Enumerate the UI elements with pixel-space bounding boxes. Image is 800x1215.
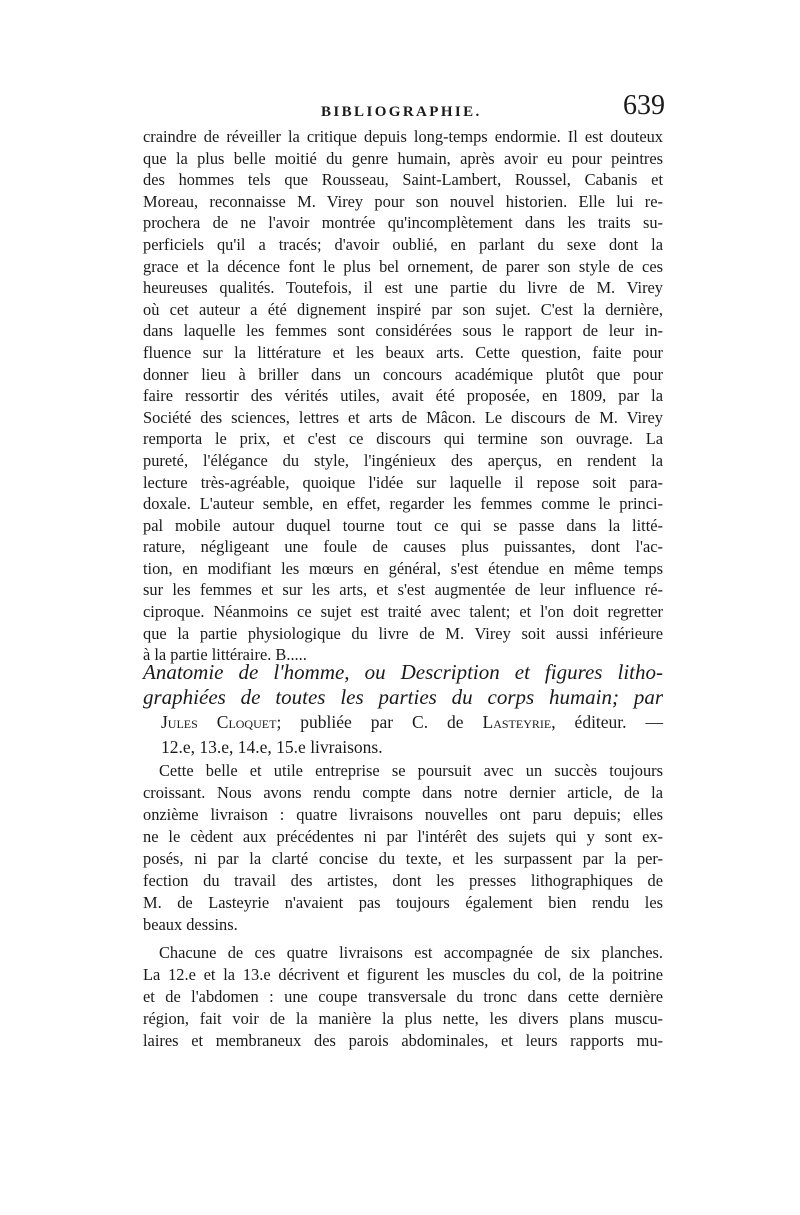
text-line: laires et membraneux des parois abdominales, et leurs rapports mu- bbox=[143, 1031, 663, 1050]
text-line: heureuses qualités. Toutefois, il est une partie du livre de M. Virey bbox=[143, 278, 663, 298]
text-line: perficiels qu'il a tracés; d'avoir oublié, en parlant du sexe dont la bbox=[143, 234, 663, 254]
text-line: croissant. Nous avons rendu compte dans notre dernier article, de la bbox=[143, 783, 663, 802]
text-line: posés, ni par la clarté concise du texte, et les surpassent par la per- bbox=[143, 849, 663, 868]
text-line: onzième livraison : quatre livraisons nouvelles ont paru depuis; elles bbox=[143, 805, 663, 824]
publisher-role: , éditeur. — bbox=[551, 712, 664, 732]
entry-issues-line: 12.e, 13.e, 14.e, 15.e livraisons. bbox=[161, 737, 383, 757]
text-line: Cette belle et utile entreprise se poursuit avec un succès toujours bbox=[159, 761, 663, 780]
text-line: région, fait voir de la manière la plus nette, les divers plans muscu- bbox=[143, 1009, 663, 1028]
text-line: faire ressortir des vérités utiles, avait été proposée, en 1809, par la bbox=[143, 386, 663, 406]
text-line: que la partie physiologique du livre de M. Virey soit aussi inférieure bbox=[143, 623, 663, 643]
text-line: dans laquelle les femmes sont considérées sous le rapport de leur in- bbox=[143, 321, 663, 341]
text-line: Société des sciences, lettres et arts de Mâcon. Le discours de M. Virey bbox=[143, 407, 663, 427]
text-line: La 12.e et la 13.e décrivent et figurent les muscles du col, de la poitrine bbox=[143, 965, 663, 984]
bibliographic-entry bbox=[143, 660, 663, 760]
text-line: grace et la décence font le plus bel ornement, de parer son style de ces bbox=[143, 256, 663, 276]
text-line: sur les femmes et sur les arts, et s'est augmentée de leur influence ré- bbox=[143, 580, 663, 600]
publisher-prefix: de bbox=[447, 712, 464, 732]
running-title: BIBLIOGRAPHIE. bbox=[321, 104, 482, 120]
entry-title-line: graphiées de toutes les parties du corps humain; par bbox=[143, 685, 663, 709]
author-connector: ; publiée par C. bbox=[276, 712, 448, 732]
text-line: rature, négligeant une foule de causes plus puissantes, dont l'ac- bbox=[143, 537, 663, 557]
text-line: ciproque. Néanmoins ce sujet est traité avec talent; et l'on doit regretter bbox=[143, 602, 663, 622]
review-continuation bbox=[143, 126, 663, 666]
text-line: craindre de réveiller la critique depuis long-temps endormie. Il est douteux bbox=[143, 127, 663, 146]
publisher-name: Lasteyrie bbox=[482, 712, 552, 732]
text-line: beaux dessins. bbox=[143, 915, 238, 934]
text-line: M. de Lasteyrie n'avaient pas toujours également bien rendu les bbox=[143, 893, 663, 912]
text-line: donner lieu à briller dans un concours académique plutôt que pour bbox=[143, 364, 663, 384]
entry-author-line bbox=[143, 710, 663, 735]
notice-body bbox=[143, 760, 663, 1052]
text-line: ne le cèdent aux précédentes ni par l'intérêt des sujets qui y sont ex- bbox=[143, 827, 663, 846]
text-line: tion, en modifiant les mœurs en général, s'est étendue en même temps bbox=[143, 558, 663, 578]
text-line-signature: à la partie littéraire. B..... bbox=[143, 645, 307, 665]
text-line: remporta le prix, et c'est ce discours qui termine son ouvrage. La bbox=[143, 429, 663, 449]
text-line: pureté, l'élégance du style, l'ingénieux des aperçus, en rendent la bbox=[143, 450, 663, 470]
text-line: doxale. L'auteur semble, en effet, regarder les femmes comme le princi- bbox=[143, 494, 663, 514]
page-number: 639 bbox=[623, 90, 665, 121]
author-name: Jules Cloquet bbox=[161, 712, 277, 732]
text-line: où cet auteur a été dignement inspiré par son sujet. C'est la dernière, bbox=[143, 299, 663, 319]
text-line: des hommes tels que Rousseau, Saint-Lambert, Roussel, Cabanis et bbox=[143, 170, 663, 190]
text-line: Chacune de ces quatre livraisons est accompagnée de six planches. bbox=[159, 943, 663, 962]
text-line: lecture très-agréable, quoique l'idée sur laquelle il repose soit para- bbox=[143, 472, 663, 492]
text-line: que la plus belle moitié du genre humain, après avoir eu pour peintres bbox=[143, 148, 663, 168]
text-line: fection du travail des artistes, dont les presses lithographiques de bbox=[143, 871, 663, 890]
entry-title-line: Anatomie de l'homme, ou Description et figures litho- bbox=[143, 660, 663, 684]
text-line: et de l'abdomen : une coupe transversale du tronc dans cette dernière bbox=[143, 987, 663, 1006]
text-line: pal mobile autour duquel tourne tout ce qui se passe dans la litté- bbox=[143, 515, 663, 535]
text-line: prochera de ne l'avoir montrée qu'incomplètement dans les traits su- bbox=[143, 213, 663, 233]
text-line: Moreau, reconnaisse M. Virey pour son nouvel historien. Elle lui re- bbox=[143, 191, 663, 211]
text-line: fluence sur la littérature et les beaux arts. Cette question, faite pour bbox=[143, 342, 663, 362]
page-header bbox=[143, 88, 665, 128]
